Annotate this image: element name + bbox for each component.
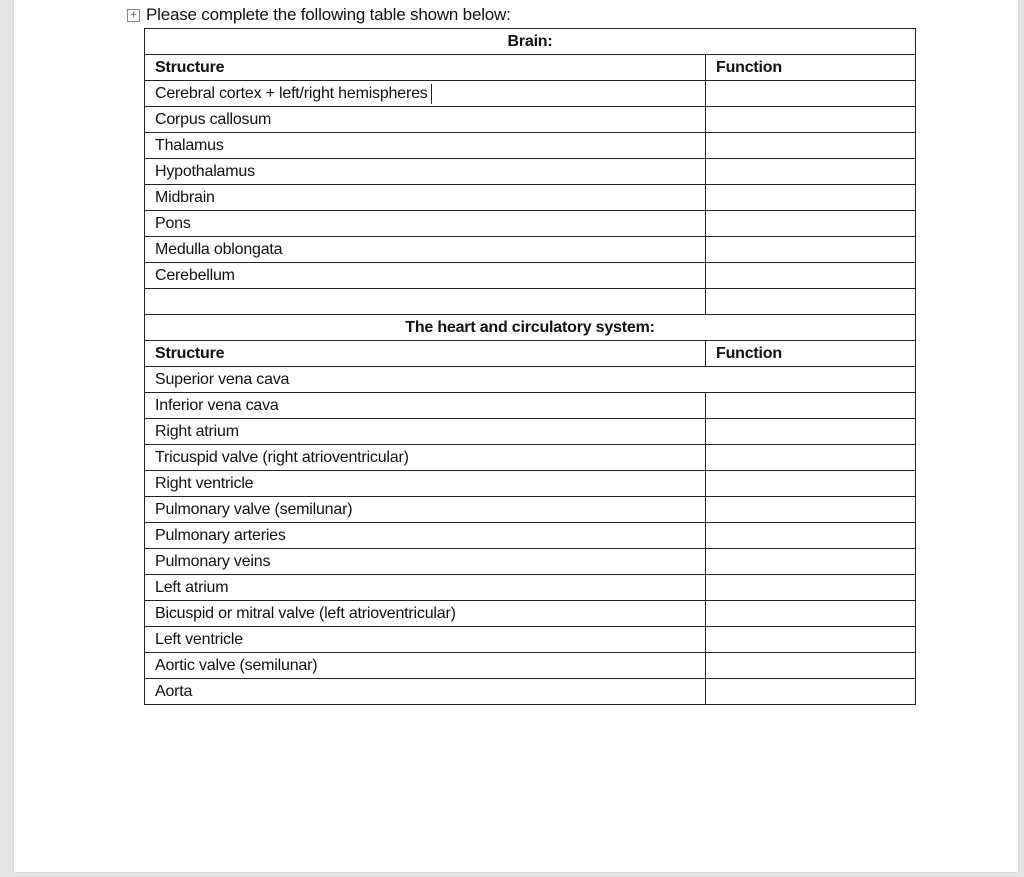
brain-structure-cell[interactable] xyxy=(145,107,706,133)
heart-structure-cell[interactable] xyxy=(145,393,706,419)
structure-label: Right ventricle xyxy=(155,474,254,492)
brain-empty-structure-cell[interactable] xyxy=(145,289,706,315)
brain-structure-cell[interactable] xyxy=(145,237,706,263)
table-row xyxy=(145,627,916,653)
document-page xyxy=(14,0,1018,872)
heart-structure-cell[interactable] xyxy=(145,679,706,705)
structure-label: Midbrain xyxy=(155,188,215,206)
brain-function-cell[interactable] xyxy=(706,185,916,211)
brain-function-cell[interactable] xyxy=(706,159,916,185)
heart-structure-cell[interactable] xyxy=(145,575,706,601)
table-row xyxy=(145,523,916,549)
heart-function-cell[interactable] xyxy=(706,393,916,419)
table-row xyxy=(145,445,916,471)
brain-function-cell[interactable] xyxy=(706,81,916,107)
table-row xyxy=(145,185,916,211)
structure-label: Bicuspid or mitral valve (left atrioventricular) xyxy=(155,604,456,622)
heart-structure-cell[interactable] xyxy=(145,653,706,679)
brain-structure-cell[interactable] xyxy=(145,263,706,289)
heart-structure-cell[interactable] xyxy=(145,601,706,627)
brain-function-cell[interactable] xyxy=(706,107,916,133)
heart-function-cell[interactable] xyxy=(706,575,916,601)
heart-function-cell[interactable] xyxy=(706,445,916,471)
heart-function-cell[interactable] xyxy=(706,497,916,523)
brain-empty-function-cell[interactable] xyxy=(706,289,916,315)
table-row xyxy=(145,133,916,159)
table-row xyxy=(145,575,916,601)
heart-structure-cell[interactable] xyxy=(145,497,706,523)
structure-label: Pulmonary valve (semilunar) xyxy=(155,500,353,518)
structure-label: Left atrium xyxy=(155,578,229,596)
table-row xyxy=(145,211,916,237)
table-row xyxy=(145,237,916,263)
table-row xyxy=(145,419,916,445)
table-row xyxy=(145,549,916,575)
heart-function-cell[interactable] xyxy=(706,549,916,575)
structure-label: Corpus callosum xyxy=(155,110,272,128)
brain-structure-header: Structure xyxy=(145,55,706,81)
heart-structure-cell[interactable] xyxy=(145,445,706,471)
brain-structure-cell[interactable] xyxy=(145,185,706,211)
structure-label: Left ventricle xyxy=(155,630,243,648)
intro-text: Please complete the following table shown below: xyxy=(146,5,511,24)
table-row xyxy=(145,367,916,393)
brain-function-cell[interactable] xyxy=(706,263,916,289)
structure-label: Hypothalamus xyxy=(155,162,255,180)
heart-title-row xyxy=(145,315,916,341)
table-row xyxy=(145,289,916,315)
heart-structure-cell[interactable] xyxy=(145,419,706,445)
heart-structure-header: Structure xyxy=(145,341,706,367)
structure-label: Medulla oblongata xyxy=(155,240,283,258)
structure-label: Aortic valve (semilunar) xyxy=(155,656,318,674)
heart-function-cell[interactable] xyxy=(706,601,916,627)
structure-label: Superior vena cava xyxy=(155,370,290,388)
table-row xyxy=(145,679,916,705)
worksheet-table xyxy=(144,28,916,705)
heart-header-row xyxy=(145,341,916,367)
brain-header-row xyxy=(145,55,916,81)
brain-structure-cell[interactable] xyxy=(145,211,706,237)
table-row xyxy=(145,497,916,523)
structure-label: Aorta xyxy=(155,682,193,700)
brain-function-cell[interactable] xyxy=(706,237,916,263)
heart-merged-cell[interactable] xyxy=(145,367,916,393)
heart-function-cell[interactable] xyxy=(706,523,916,549)
brain-function-header: Function xyxy=(706,55,916,81)
table-row xyxy=(145,653,916,679)
heart-structure-cell[interactable] xyxy=(145,627,706,653)
brain-title-row xyxy=(145,29,916,55)
heart-function-header: Function xyxy=(706,341,916,367)
table-row xyxy=(145,471,916,497)
structure-label: Inferior vena cava xyxy=(155,396,279,414)
heart-function-cell[interactable] xyxy=(706,419,916,445)
heart-title: The heart and circulatory system: xyxy=(145,315,916,341)
table-row xyxy=(145,81,916,107)
heart-structure-cell[interactable] xyxy=(145,471,706,497)
heart-structure-cell[interactable] xyxy=(145,523,706,549)
heart-function-cell[interactable] xyxy=(706,627,916,653)
brain-title: Brain: xyxy=(145,29,916,55)
brain-structure-cell[interactable] xyxy=(145,133,706,159)
structure-label: Pulmonary veins xyxy=(155,552,271,570)
table-row xyxy=(145,107,916,133)
structure-label: Pons xyxy=(155,214,191,232)
brain-function-cell[interactable] xyxy=(706,133,916,159)
heart-function-cell[interactable] xyxy=(706,653,916,679)
structure-label: Right atrium xyxy=(155,422,239,440)
structure-label: Pulmonary arteries xyxy=(155,526,286,544)
structure-label: Cerebellum xyxy=(155,266,235,284)
structure-label: Tricuspid valve (right atrioventricular) xyxy=(155,448,409,466)
table-row xyxy=(145,263,916,289)
table-row xyxy=(145,159,916,185)
text-cursor xyxy=(431,84,432,104)
heart-function-cell[interactable] xyxy=(706,679,916,705)
heart-function-cell[interactable] xyxy=(706,471,916,497)
brain-structure-cell[interactable] xyxy=(145,81,706,107)
structure-label: Thalamus xyxy=(155,136,224,154)
heart-structure-cell[interactable] xyxy=(145,549,706,575)
brain-function-cell[interactable] xyxy=(706,211,916,237)
structure-label: Cerebral cortex + left/right hemispheres xyxy=(155,84,428,102)
table-move-handle-icon[interactable]: + xyxy=(127,9,140,22)
table-row xyxy=(145,393,916,419)
brain-structure-cell[interactable] xyxy=(145,159,706,185)
table-row xyxy=(145,601,916,627)
